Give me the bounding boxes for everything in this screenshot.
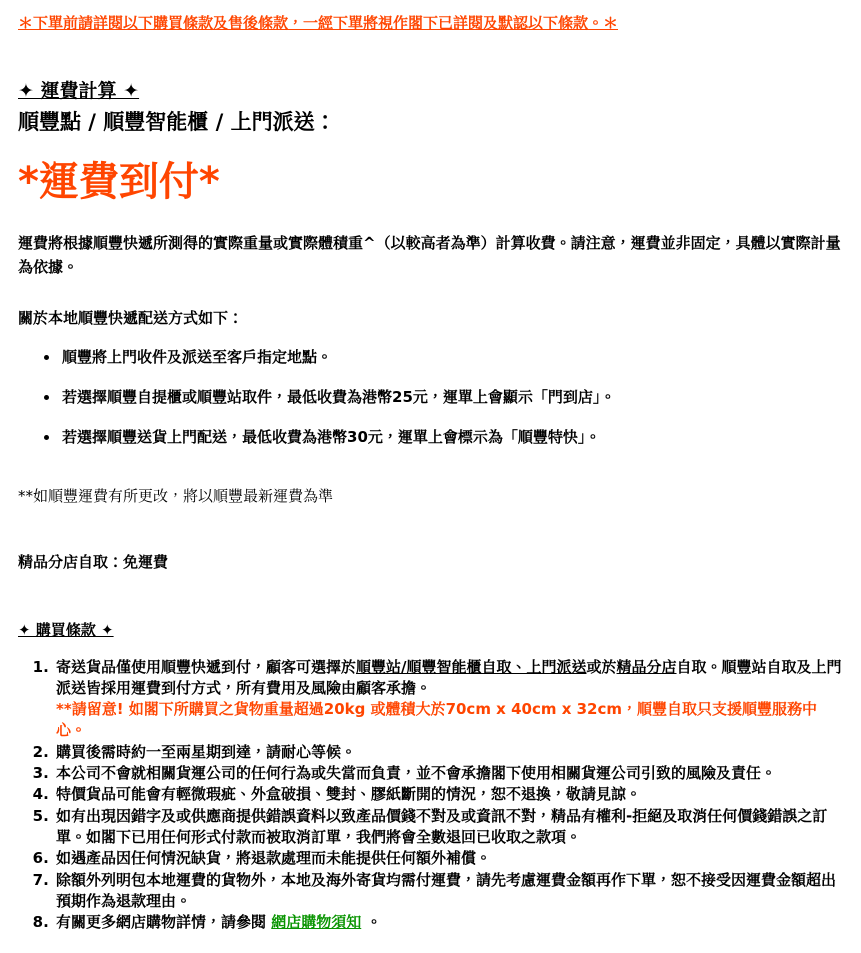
store-pickup-note: 精品分店自取：免運費 bbox=[18, 553, 169, 572]
term-8-text: 有關更多網店購物詳情，請參閱 bbox=[56, 913, 272, 932]
term-item-3: 3. 本公司不會就相關貨運公司的任何行為或失當而負責，並不會承擔閣下使用相關貨運公司引致的風險及責任。 bbox=[54, 763, 843, 784]
list-item: • 若選擇順豐送貨上門配送，最低收費為港幣30元，運單上會標示為「順豐特快」。 bbox=[60, 427, 843, 447]
local-delivery-intro: 關於本地順豐快遞配送方式如下： bbox=[18, 309, 244, 328]
term-item-6: 6. 如遇產品因任何情況缺貨，將退款處理而未能提供任何額外補償。 bbox=[54, 848, 843, 869]
purchase-terms-heading: ✦ 購買條款 ✦ bbox=[18, 621, 114, 640]
term-1-text: 自取。順豐站自取及上門派送皆採用運費到付方式，所有費用及風險由顧客承擔。 bbox=[56, 657, 842, 697]
list-item: • 若選擇順豐自提櫃或順豐站取件，最低收費為港幣25元，運單上會顯示「門到店」。 bbox=[60, 387, 843, 407]
freight-collect-banner: *運費到付* bbox=[18, 158, 220, 205]
term-1-underline-boutique: 精品分店 bbox=[616, 657, 677, 676]
term-item-8 bbox=[54, 912, 843, 933]
delivery-method-list bbox=[18, 347, 843, 448]
online-shop-guide-link[interactable]: 網店購物須知 bbox=[271, 913, 362, 932]
term-item-7: 7. 除額外列明包本地運費的貨物外，本地及海外寄貨均需付運費，請先考慮運費金額再作下單，恕不接受因運費金額超出預期作為退款理由。 bbox=[54, 870, 843, 913]
term-1-underline-pickup-options: 順豐站/順豐智能櫃自取、上門派送 bbox=[356, 657, 587, 676]
list-item: • 順豐將上門收件及派送至客戶指定地點。 bbox=[60, 347, 843, 367]
term-item-1 bbox=[54, 657, 843, 742]
term-item-4: 4. 特價貨品可能會有輕微瑕疵、外盒破損、雙封、膠紙斷開的情況，恕不退換，敬請見諒。 bbox=[54, 784, 843, 805]
weight-limit-warning: **請留意! 如閣下所購買之貨物重量超過20kg 或體積大於70cm x 40cm x 32cm，順豐自取只支援順豐服務中心。 bbox=[56, 700, 817, 740]
term-item-2: 2. 購買後需時約一至兩星期到達，請耐心等候。 bbox=[54, 742, 843, 763]
term-8-text: 。 bbox=[361, 913, 382, 932]
purchase-terms-list bbox=[18, 657, 843, 934]
delivery-methods-subheading: 順豐點 / 順豐智能櫃 / 上門派送： bbox=[18, 110, 336, 135]
term-1-text: 寄送貨品僅使用順豐快遞到付，顧客可選擇於 bbox=[56, 657, 357, 676]
fee-update-note: **如順豐運費有所更改，將以順豐最新運費為準 bbox=[18, 486, 334, 505]
term-1-text: 或於 bbox=[586, 657, 617, 676]
pre-order-notice: ＊下單前請詳閱以下購買條款及售後條款，一經下單將視作閣下已詳閱及默認以下條款。＊ bbox=[18, 14, 619, 32]
shipping-fee-heading: ✦ 運費計算 ✦ bbox=[18, 79, 140, 102]
fee-calculation-note: 運費將根據順豐快遞所測得的實際重量或實際體積重^（以較高者為準）計算收費。請注意，運費並非固定，具體以實際計量為依據。 bbox=[18, 233, 841, 277]
term-item-5: 5. 如有出現因錯字及或供應商提供錯誤資料以致產品價錢不對及或資訊不對，精品有權利-拒絕及取消任何價錢錯誤之訂單。如閣下已用任何形式付款而被取消訂單，我們將會全數退回已收取之款項。 bbox=[54, 806, 843, 849]
